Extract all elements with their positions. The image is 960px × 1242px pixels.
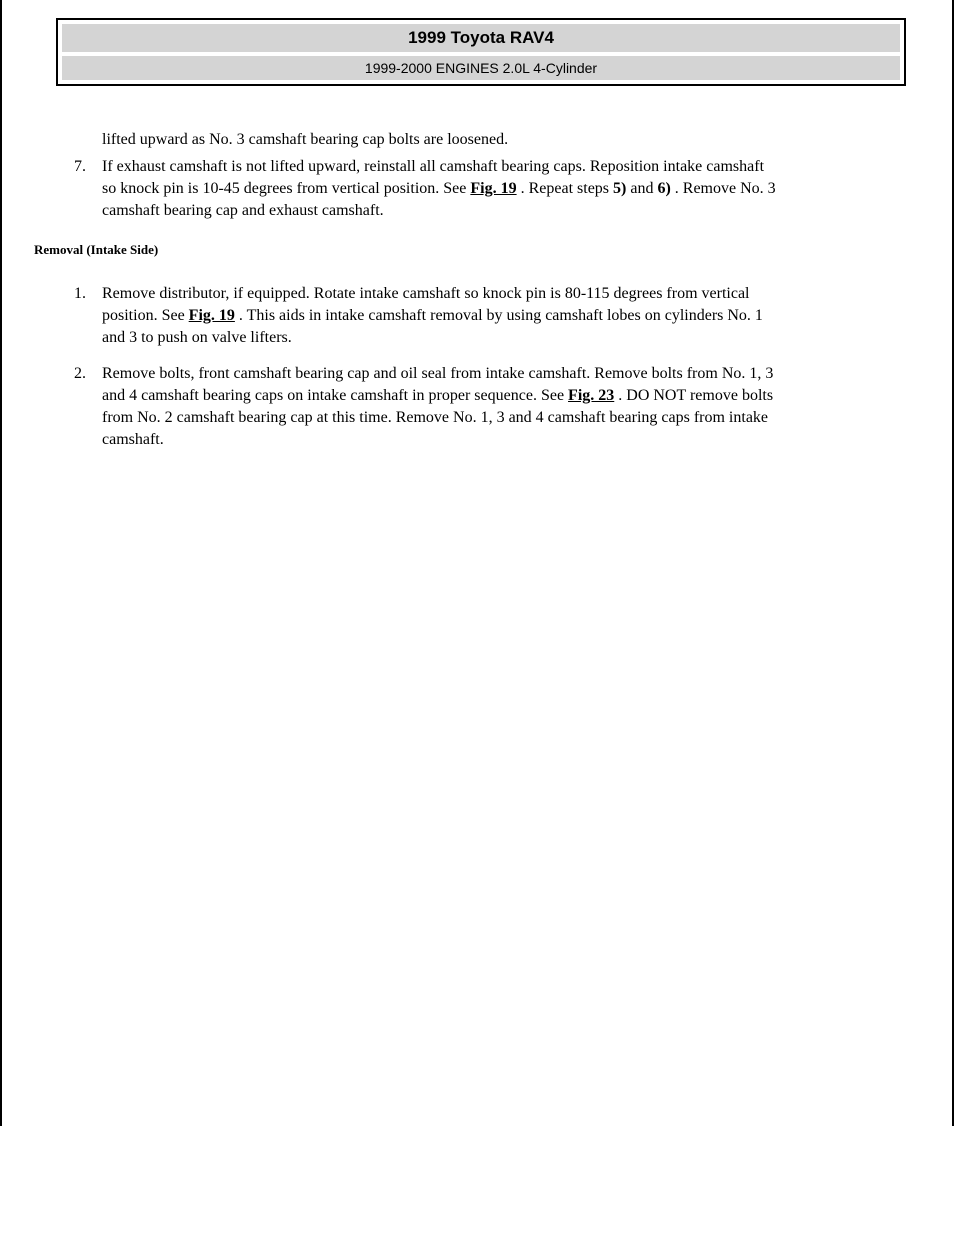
step-line: Remove bolts, front camshaft bearing cap and oil seal from intake camshaft. Remove bolts from No. 1, 3 <box>102 365 774 382</box>
step-ref-6: 6) <box>657 180 671 197</box>
document-title: 1999 Toyota RAV4 <box>62 24 900 52</box>
continued-paragraph <box>102 129 508 151</box>
step-line: If exhaust camshaft is not lifted upward, reinstall all camshaft bearing caps. Reposition intake camshaft <box>102 158 765 175</box>
step-line: from No. 2 camshaft bearing cap at this time. Remove No. 1, 3 and 4 camshaft bearing caps from intake <box>102 409 769 426</box>
continued-text: lifted upward as No. 3 camshaft bearing cap bolts are loosened. <box>102 131 509 148</box>
document-subtitle: 1999-2000 ENGINES 2.0L 4-Cylinder <box>62 56 900 80</box>
step-number: 2. <box>74 365 86 382</box>
step-number: 7. <box>74 158 86 175</box>
step-line: camshaft bearing cap and exhaust camshaft. <box>102 202 384 219</box>
step-line: and 4 camshaft bearing caps on intake camshaft in proper sequence. See Fig. 23 . DO NOT remove bolts <box>102 387 774 404</box>
step-number: 1. <box>74 285 86 302</box>
section-heading: Removal (Intake Side) <box>34 242 159 257</box>
step-line: position. See Fig. 19 . This aids in intake camshaft removal by using camshaft lobes on cylinders No. 1 <box>102 307 763 324</box>
step-ref-5: 5) <box>613 180 627 197</box>
step-line: camshaft. <box>102 431 164 448</box>
fig-19-link[interactable]: Fig. 19 <box>188 307 235 324</box>
fig-23-link[interactable]: Fig. 23 <box>568 387 615 404</box>
step-line: so knock pin is 10-45 degrees from vertical position. See Fig. 19 . Repeat steps 5) and 6) . Remove No. 3 <box>102 180 776 197</box>
document-header <box>56 18 906 86</box>
step-line: Remove distributor, if equipped. Rotate intake camshaft so knock pin is 80-115 degrees from vertical <box>102 285 750 302</box>
fig-19-link[interactable]: Fig. 19 <box>470 180 517 197</box>
step-text <box>102 283 763 349</box>
step-line: and 3 to push on valve lifters. <box>102 329 292 346</box>
page-border-right <box>952 0 954 1126</box>
step-text <box>102 363 773 451</box>
page-border-left <box>0 0 2 1126</box>
step-text <box>102 156 776 222</box>
